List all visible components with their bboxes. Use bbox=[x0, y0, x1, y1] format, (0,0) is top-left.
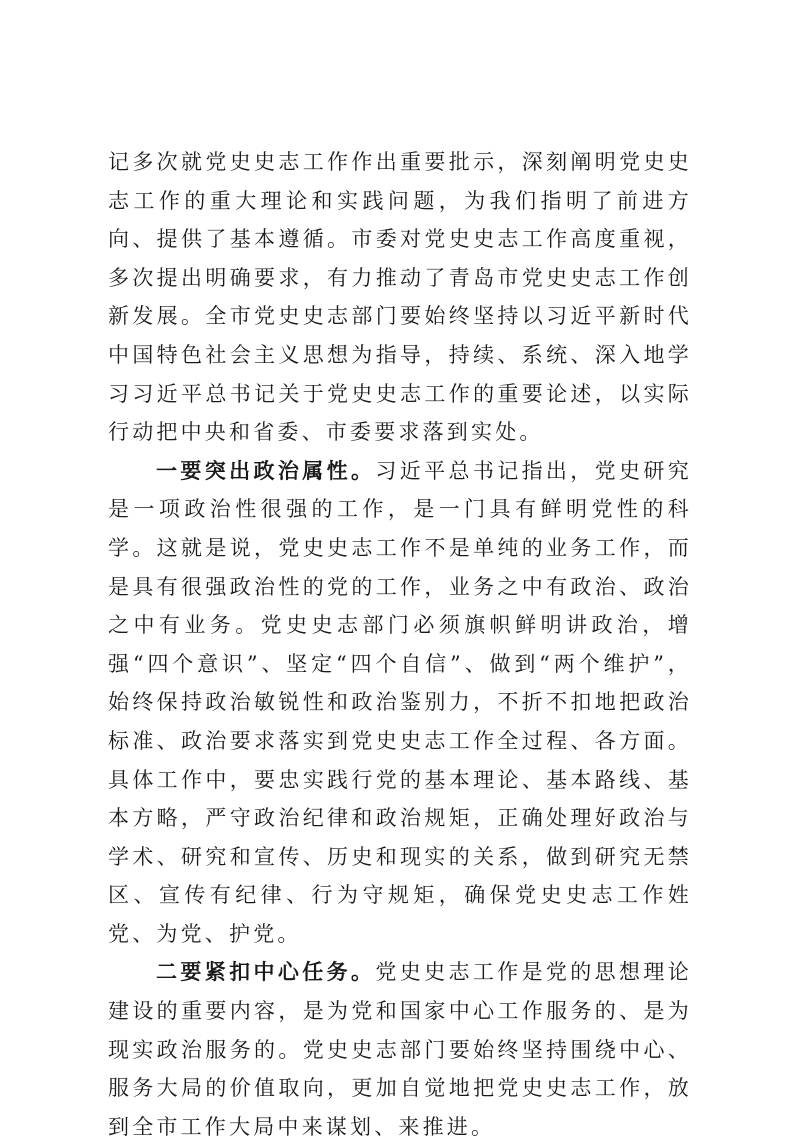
paragraph-central-task-text: 党史史志工作是党的思想理论建设的重要内容，是为党和国家中心工作服务的、是为现实政治服务的。党史史志部门要始终坚持围绕中心、服务大局的价值取向，更加自觉地把党史史志工作，放到全市工作大局中来谋划、来推进。 bbox=[108, 960, 692, 1139]
paragraph-political-attribute bbox=[108, 452, 692, 954]
paragraph-intro bbox=[108, 143, 692, 452]
document-page bbox=[108, 143, 692, 1146]
paragraph-intro-text: 记多次就党史史志工作作出重要批示，深刻阐明党史史志工作的重大理论和实践问题，为我们指明了前进方向、提供了基本遵循。市委对党史史志工作高度重视，多次提出明确要求，有力推动了青岛市党史史志工作创新发展。全市党史史志部门要始终坚持以习近平新时代中国特色社会主义思想为指导，持续、系统、深入地学习习近平总书记关于党史史志工作的重要论述，以实际行动把中央和省委、市委要求落到实处。 bbox=[108, 150, 692, 445]
paragraph-central-task bbox=[108, 953, 692, 1146]
paragraph-heading-central-task: 二要紧扣中心任务。 bbox=[156, 959, 376, 985]
paragraph-heading-political-attribute: 一要突出政治属性。 bbox=[156, 457, 376, 483]
paragraph-political-attribute-text: 习近平总书记指出，党史研究是一项政治性很强的工作，是一门具有鲜明党性的科学。这就是说，党史史志工作不是单纯的业务工作，而是具有很强政治性的党的工作，业务之中有政治、政治之中有业务。党史史志部门必须旗帜鲜明讲政治，增强“四个意识”、坚定“四个自信”、做到“两个维护”，始终保持政治敏锐性和政治鉴别力，不折不扣地把政治标准、政治要求落实到党史史志工作全过程、各方面。具体工作中，要忠实践行党的基本理论、基本路线、基本方略，严守政治纪律和政治规矩，正确处理好政治与学术、研究和宣传、历史和现实的关系，做到研究无禁区、宣传有纪律、行为守规矩，确保党史史志工作姓党、为党、护党。 bbox=[108, 458, 692, 946]
